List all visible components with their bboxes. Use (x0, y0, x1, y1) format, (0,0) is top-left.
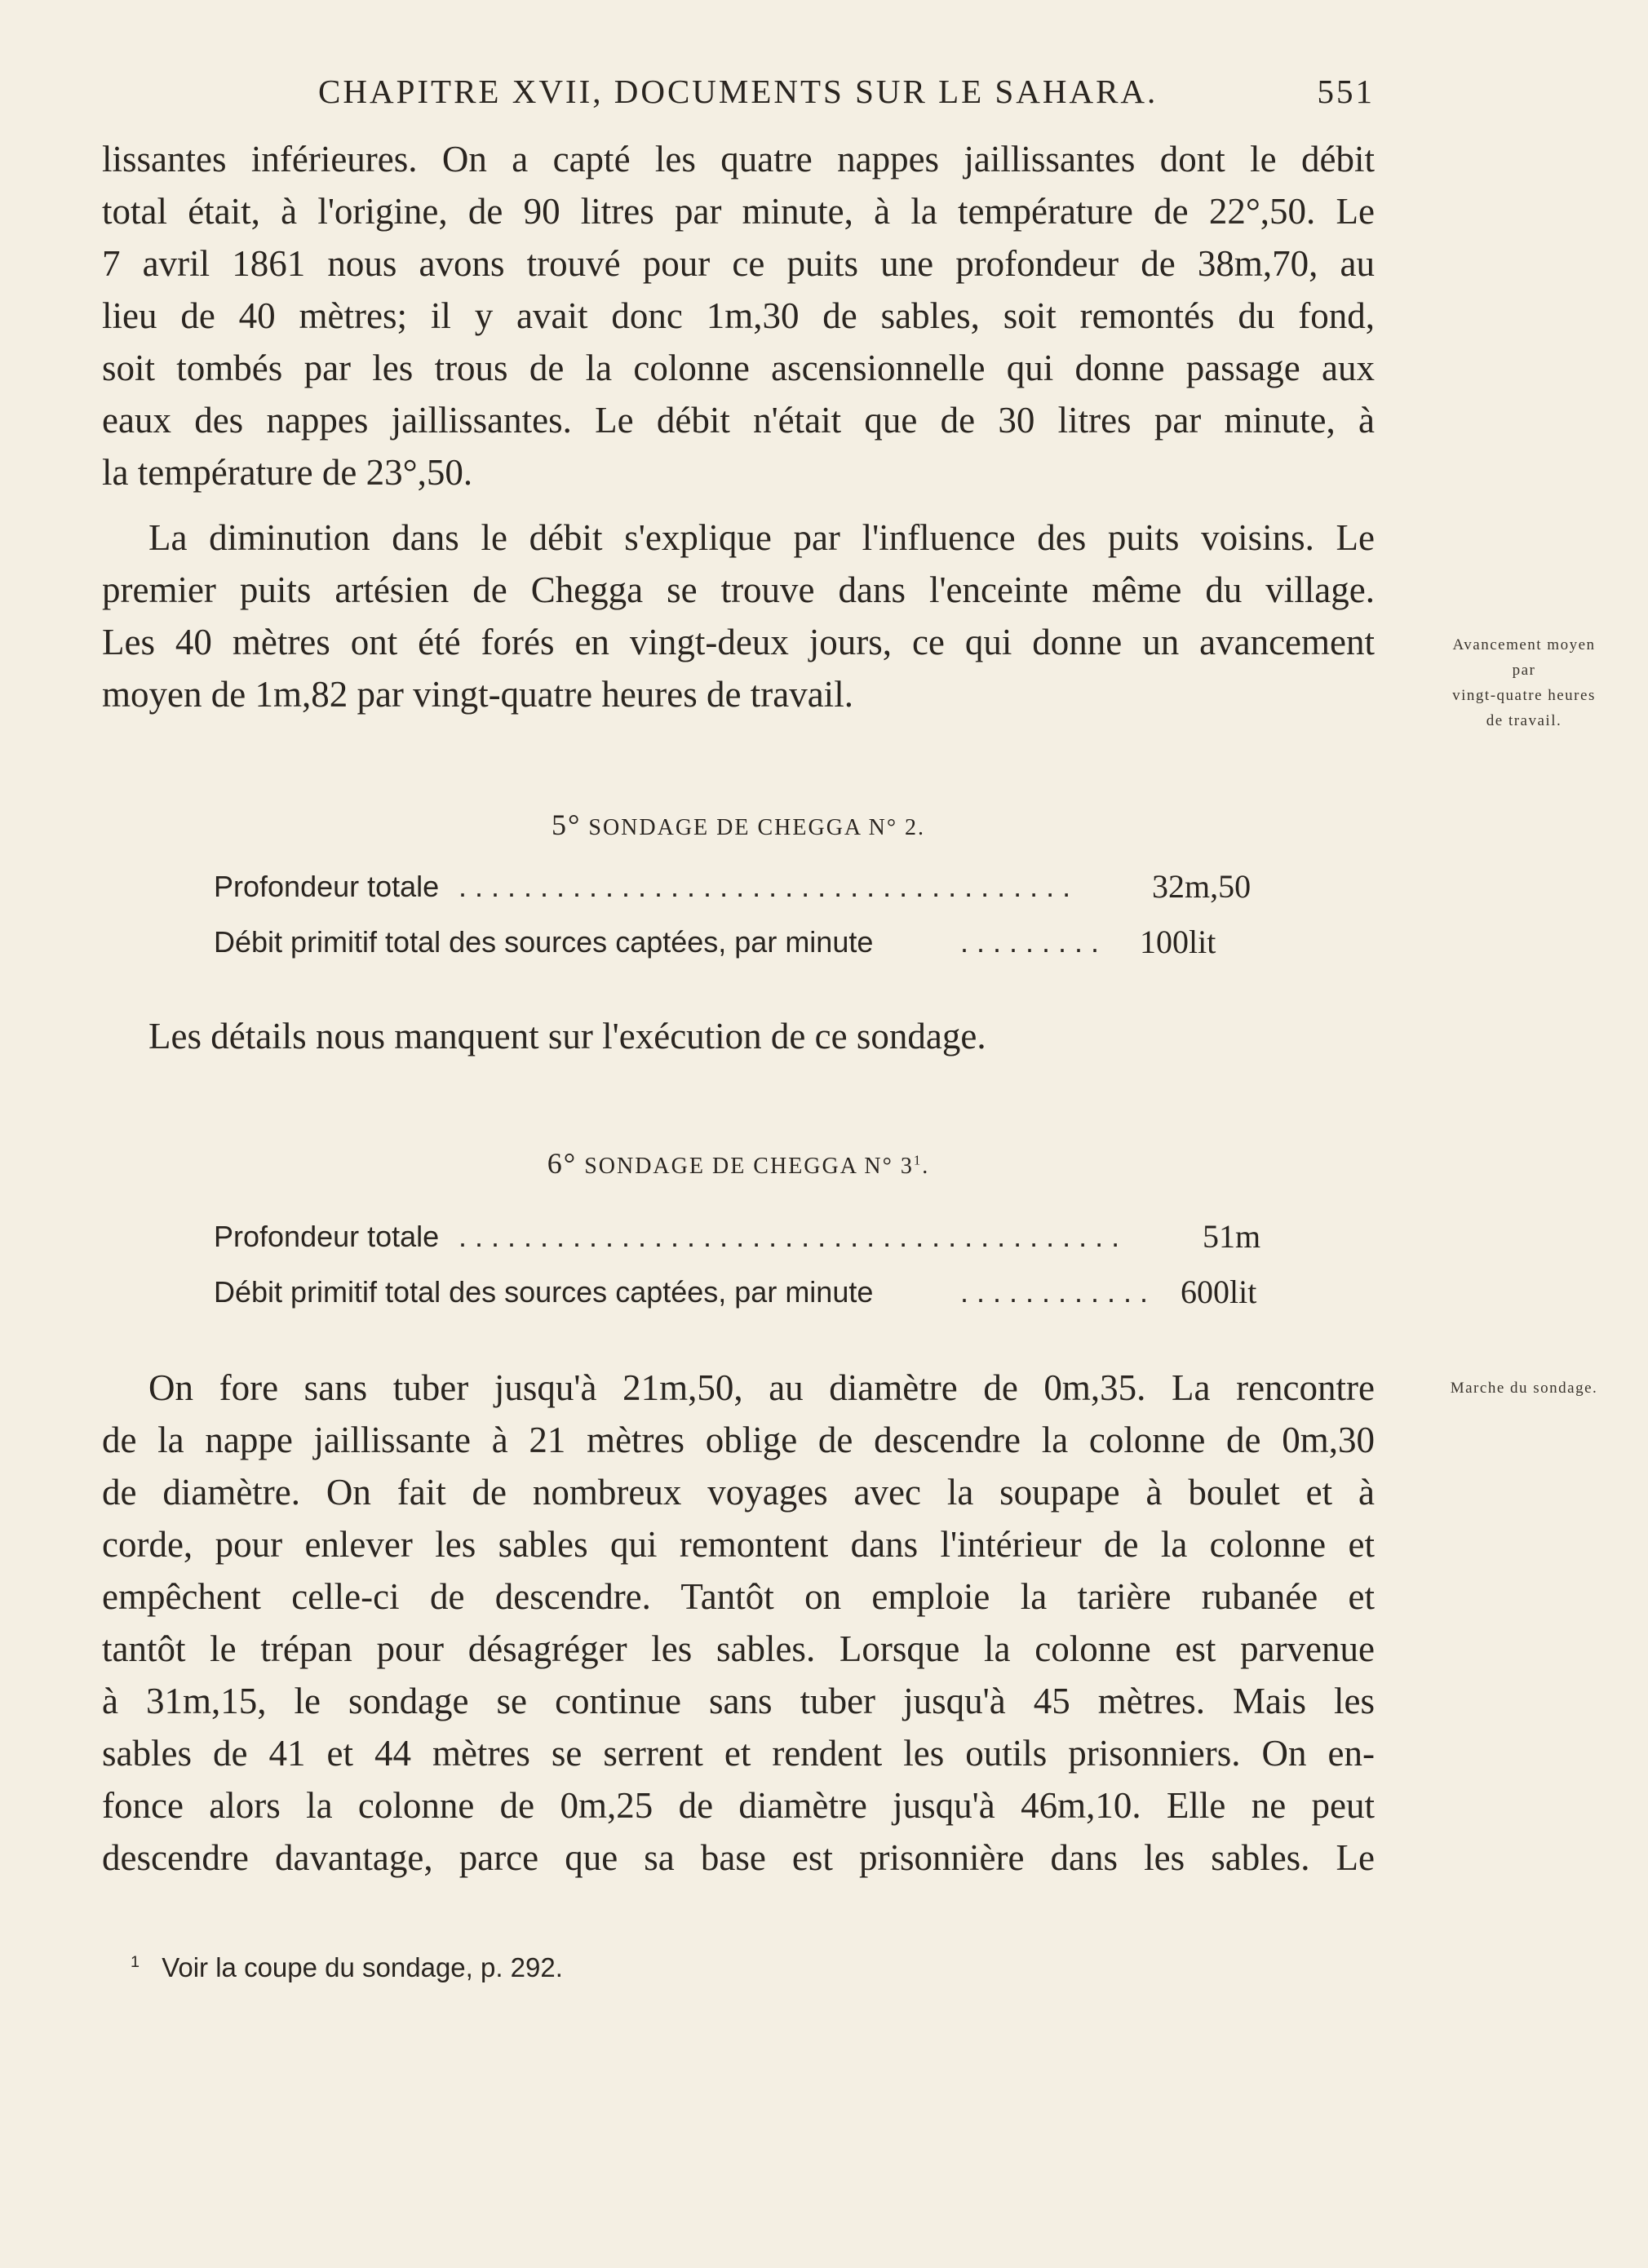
paragraph-3: Les détails nous manquent sur l'exécution de ce sondage. (148, 1016, 986, 1056)
page-number: 551 (1317, 73, 1375, 110)
margin-note-line: de travail. (1486, 712, 1562, 729)
margin-note-progress: Marche du sondage. (1450, 1380, 1598, 1397)
dot-leader: . . . . . . . . . . . . . . . . . . . . . . . . . . . . . . . . . . . . . . . . . (459, 1220, 1120, 1253)
row-value: 100lit (1140, 924, 1216, 960)
section-heading-5 (102, 808, 1375, 842)
data-row (214, 1214, 1274, 1260)
text-line: de la nappe jaillissante à 21 mètres oblige de descendre la colonne de 0m,30 (102, 1420, 1375, 1460)
section-title: SONDAGE DE CHEGGA N° 3 (584, 1154, 914, 1179)
chapter-title: CHAPITRE XVII, DOCUMENTS SUR LE SAHARA. (318, 73, 1158, 110)
footnote-marker: 1 (131, 1953, 140, 1971)
text-line: descendre davantage, parce que sa base est prisonnière dans les sables. Le (102, 1837, 1375, 1878)
section-title: SONDAGE DE CHEGGA N° 2. (588, 815, 926, 840)
running-header (102, 72, 1375, 121)
footnote-ref: 1 (913, 1152, 923, 1168)
row-label: Profondeur totale (214, 870, 440, 903)
footnote-text: Voir la coupe du sondage, p. 292. (162, 1952, 563, 1982)
row-value: 600lit (1181, 1274, 1257, 1310)
text-line: La diminution dans le débit s'explique par l'influence des puits voisins. Le (148, 517, 1375, 558)
margin-note-line: Avancement moyen (1452, 636, 1596, 653)
margin-note-line: vingt-quatre heures (1452, 687, 1596, 704)
data-row (214, 1269, 1274, 1315)
text-line: corde, pour enlever les sables qui remontent dans l'intérieur de la colonne et (102, 1524, 1375, 1565)
text-line: lieu de 40 mètres; il y avait donc 1m,30 de sables, soit remontés du fond, (102, 295, 1375, 336)
text-line: à 31m,15, le sondage se continue sans tuber jusqu'à 45 mètres. Mais les (102, 1681, 1375, 1721)
text-line: soit tombés par les trous de la colonne ascensionnelle qui donne passage aux (102, 348, 1375, 388)
text-line: 7 avril 1861 nous avons trouvé pour ce puits une profondeur de 38m,70, au (102, 243, 1375, 284)
dot-leader: . . . . . . . . . (960, 925, 1100, 959)
data-row (214, 919, 1274, 965)
row-label: Débit primitif total des sources captées, par minute (214, 925, 874, 959)
row-label: Profondeur totale (214, 1220, 440, 1253)
text-line: premier puits artésien de Chegga se trouve dans l'enceinte même du village. (102, 569, 1375, 610)
text-line: sables de 41 et 44 mètres se serrent et rendent les outils prisonniers. On en- (102, 1733, 1375, 1774)
text-line: moyen de 1m,82 par vingt-quatre heures de travail. (102, 674, 853, 715)
text-line: On fore sans tuber jusqu'à 21m,50, au diamètre de 0m,35. La rencontre (148, 1367, 1375, 1408)
text-line: la température de 23°,50. (102, 452, 473, 493)
margin-note-advance (1402, 632, 1646, 733)
row-value: 51m (1203, 1218, 1261, 1255)
text-line: de diamètre. On fait de nombreux voyages avec la soupape à boulet et à (102, 1472, 1375, 1513)
text-line: fonce alors la colonne de 0m,25 de diamètre jusqu'à 46m,10. Elle ne peut (102, 1785, 1375, 1826)
text-line: total était, à l'origine, de 90 litres par minute, à la température de 22°,50. Le (102, 191, 1375, 232)
text-line: empêchent celle-ci de descendre. Tantôt on emploie la tarière rubanée et (102, 1576, 1375, 1617)
margin-note-line: par (1512, 662, 1536, 679)
footnote (131, 1952, 563, 1983)
data-row (214, 864, 1274, 910)
row-label: Débit primitif total des sources captées, par minute (214, 1275, 874, 1309)
dot-leader: . . . . . . . . . . . . . . . . . . . . . . . . . . . . . . . . . . . . . . (459, 870, 1071, 903)
section-heading-6: 6° SONDAGE DE CHEGGA N° $3^1$. (547, 1147, 930, 1180)
section-number: 6° (547, 1147, 578, 1180)
dot-leader: . . . . . . . . . . . . (960, 1275, 1149, 1309)
section-number: 5° (551, 808, 582, 841)
text-line: eaux des nappes jaillissantes. Le débit n'était que de 30 litres par minute, à (102, 400, 1375, 441)
text-line: lissantes inférieures. On a capté les quatre nappes jaillissantes dont le débit (102, 139, 1375, 179)
text-line: tantôt le trépan pour désagréger les sables. Lorsque la colonne est parvenue (102, 1628, 1375, 1669)
text-line: Les 40 mètres ont été forés en vingt-deux jours, ce qui donne un avancement (102, 622, 1375, 662)
row-value: 32m,50 (1152, 868, 1252, 905)
